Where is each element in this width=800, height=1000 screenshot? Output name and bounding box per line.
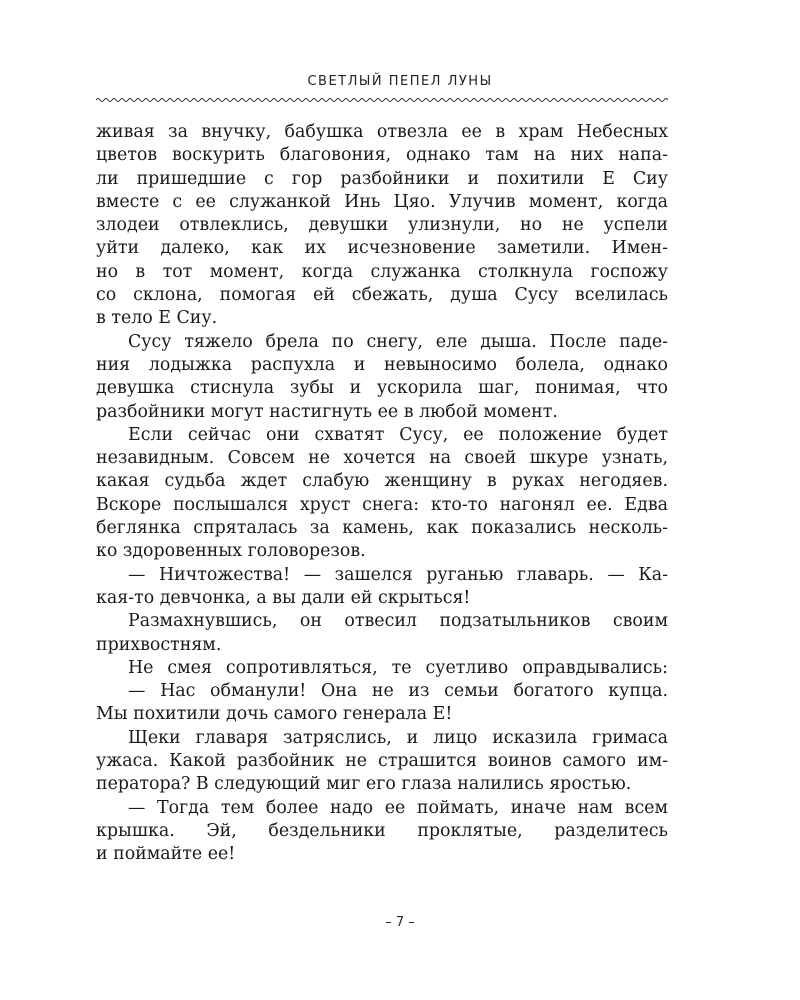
text-line: ператора? В следующий миг его глаза налились яростью. bbox=[96, 774, 632, 795]
text-line: Сусу тяжело брела по снегу, еле дыша. После паде- bbox=[128, 331, 668, 352]
text-line: — Тогда тем более надо ее поймать, иначе нам всем bbox=[128, 797, 668, 818]
text-line: — Нас обманули! Она не из семьи богатого купца. bbox=[128, 681, 668, 702]
wavy-rule-ornament bbox=[96, 96, 668, 104]
text-line: ко здоровенных головорезов. bbox=[96, 541, 366, 562]
text-line: Если сейчас они схватят Сусу, ее положение будет bbox=[128, 424, 668, 445]
text-line: живая за внучку, бабушка отвезла ее в храм Небесных bbox=[96, 122, 668, 142]
text-line: — Ничтожества! — зашелся руганью главарь. — Ка- bbox=[128, 564, 668, 585]
text-line: злодеи отвлеклись, девушки улизнули, но не успели bbox=[96, 215, 668, 236]
text-line: ли пришедшие с гор разбойники и похитили Е Сиу bbox=[96, 168, 668, 189]
text-line: цветов воскурить благовония, однако там на них напа- bbox=[96, 145, 668, 166]
text-line: Щеки главаря затряслись, и лицо исказила гримаса bbox=[128, 727, 668, 748]
body-text bbox=[96, 121, 668, 867]
text-line: девушка стиснула зубы и ускорила шаг, понимая, что bbox=[96, 378, 668, 399]
text-line: крышка. Эй, бездельники проклятые, разделитесь bbox=[96, 820, 668, 841]
text-line: уйти далеко, как их исчезновение заметили. Имен- bbox=[96, 238, 668, 259]
text-line: и поймайте ее! bbox=[96, 844, 236, 865]
text-line: беглянка спряталась за камень, как показались несколь- bbox=[96, 518, 668, 539]
page-number: – 7 – bbox=[385, 915, 415, 930]
text-line: ния лодыжка распухла и невыносимо болела, однако bbox=[96, 354, 668, 375]
text-line: незавидным. Совсем не хочется на своей шкуре узнать, bbox=[96, 448, 668, 469]
text-line: кая-то девчонка, а вы дали ей скрыться! bbox=[96, 587, 471, 608]
text-line: со склона, помогая ей сбежать, душа Сусу вселилась bbox=[96, 285, 668, 306]
running-title: СВЕТЛЫЙ ПЕПЕЛ ЛУНЫ bbox=[307, 74, 493, 89]
text-line: Размахнувшись, он отвесил подзатыльников своим bbox=[128, 611, 668, 632]
text-line: какая судьба ждет слабую женщину в руках негодяев. bbox=[96, 471, 668, 492]
text-line: ужаса. Какой разбойник не страшится воинов самого им- bbox=[96, 751, 668, 772]
text-line: разбойники могут настигнуть ее в любой момент. bbox=[96, 401, 558, 422]
text-line: прихвостням. bbox=[96, 634, 222, 655]
text-line: но в тот момент, когда служанка столкнула госпожу bbox=[96, 261, 668, 282]
text-line: Мы похитили дочь самого генерала Е! bbox=[96, 704, 453, 725]
text-line: Не смея сопротивляться, те суетливо оправдывались: bbox=[128, 657, 668, 678]
text-line: в тело Е Сиу. bbox=[96, 308, 218, 329]
text-line: вместе с ее служанкой Инь Цяо. Улучив момент, когда bbox=[96, 191, 668, 212]
text-line: Вскоре послышался хруст снега: кто-то нагонял ее. Едва bbox=[96, 494, 668, 515]
